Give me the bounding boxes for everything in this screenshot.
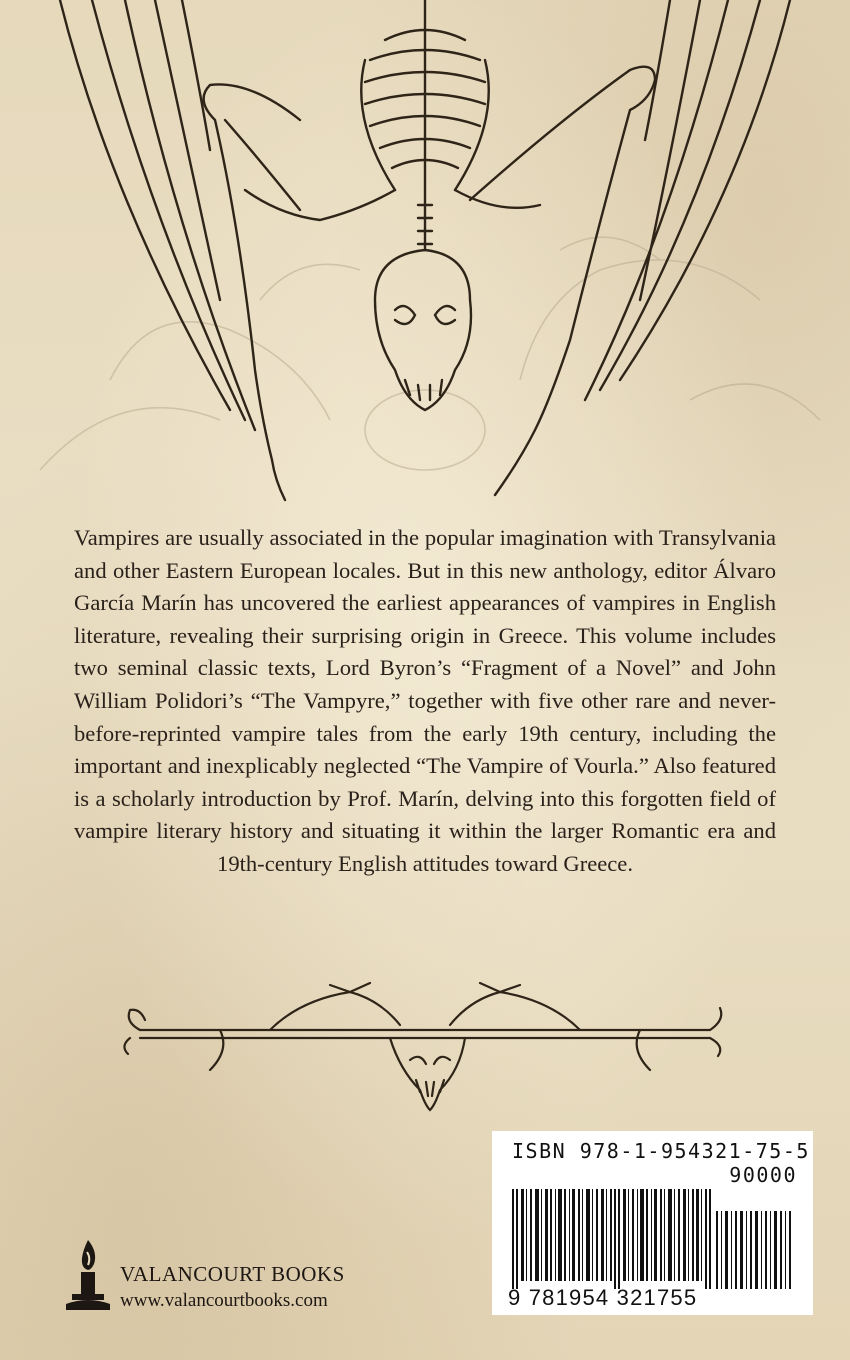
price-code: 90000 <box>729 1163 797 1187</box>
barcode-digits: 9 781954 321755 <box>508 1285 698 1310</box>
skeleton-linework <box>60 0 790 500</box>
publisher-name: VALANCOURT BOOKS <box>120 1262 345 1286</box>
publisher-url[interactable]: www.valancourtbooks.com <box>120 1290 328 1311</box>
candle-flame-icon <box>64 1238 112 1312</box>
isbn-barcode <box>492 1131 813 1315</box>
bat-skeleton-illustration <box>0 0 850 520</box>
isbn-label: ISBN 978-1-954321-75-5 <box>512 1139 810 1163</box>
barcode-bars <box>502 1189 807 1289</box>
bat-skeleton-ornament <box>120 980 730 1120</box>
book-description: Vampires are usually associated in the popular imagination with Transylvania and other Eastern European locales. But in this new anthology, editor Álvaro García Marín has uncovered the earliest appearances of vampires in English literature, revealing their surprising origin in Greece. This volume includes two seminal classic texts, Lord Byron’s “Fragment of a Novel” and John William Polidori’s “The Vampyre,” together with five other rare and never-before-reprinted vampire tales from the early 19th century, including the important and inexplicably neglected “The Vampire of Vourla.” Also featured is a scholarly introduction by Prof. Marín, delving into this forgotten field of vampire literary history and situating it within the larger Romantic era and 19th-century English attitudes toward Greece. <box>74 525 776 876</box>
